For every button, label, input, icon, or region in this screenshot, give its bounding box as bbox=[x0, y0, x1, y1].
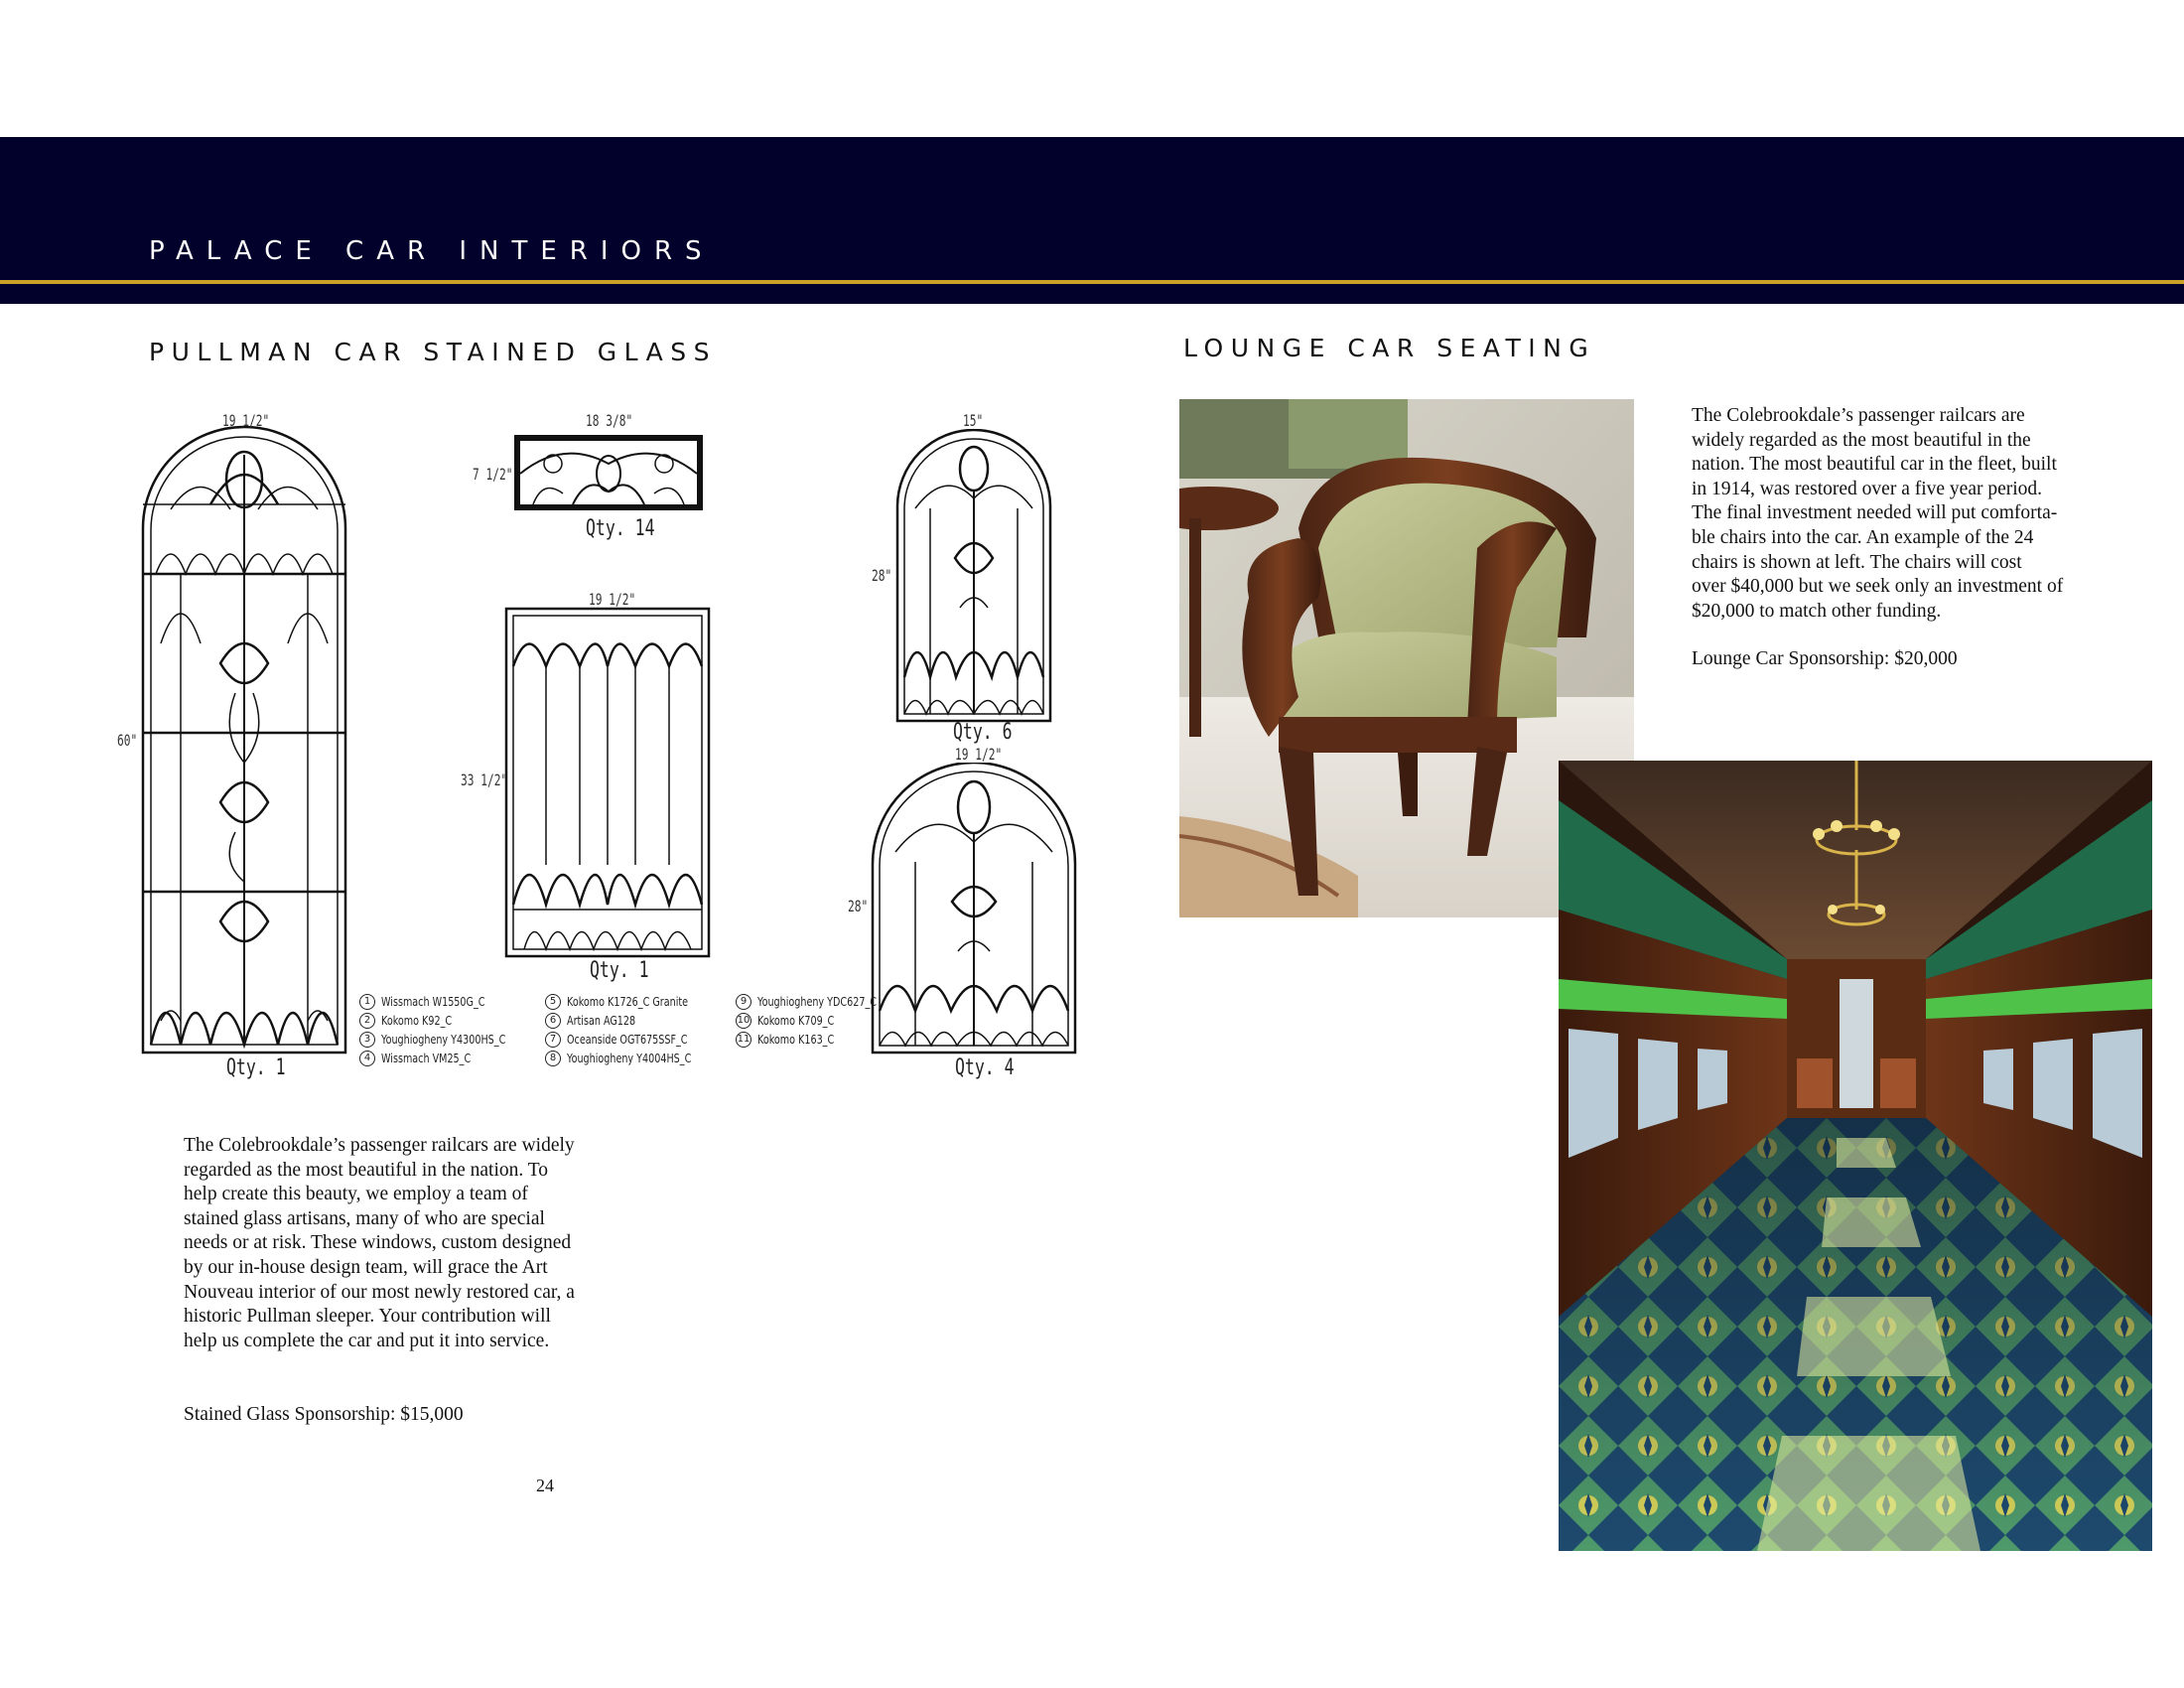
header-banner bbox=[0, 137, 2184, 304]
tall-window-drawing bbox=[141, 425, 347, 1055]
tall-window-width: 19 1/2" bbox=[222, 411, 270, 430]
small-arch-height: 28" bbox=[872, 566, 892, 585]
railcar-interior-photo bbox=[1559, 761, 2152, 1551]
stained-glass-sponsorship: Stained Glass Sponsorship: $15,000 bbox=[184, 1404, 464, 1425]
legend-item: 1 Wissmach W1550G_C bbox=[359, 992, 537, 1011]
transom-qty: Qty. 14 bbox=[586, 516, 655, 541]
lounge-sponsorship: Lounge Car Sponsorship: $20,000 bbox=[1692, 648, 1958, 669]
rect-panel-width: 19 1/2" bbox=[589, 590, 636, 609]
rect-panel-height: 33 1/2" bbox=[461, 771, 508, 789]
legend-item: 10 Kokomo K709_C bbox=[737, 1013, 835, 1028]
wide-arch-height: 28" bbox=[848, 897, 869, 915]
transom-drawing bbox=[513, 434, 704, 511]
rect-panel-drawing bbox=[504, 607, 711, 958]
legend-item: 5 Kokomo K1726_C Granite bbox=[545, 992, 723, 1011]
small-arch-width: 15" bbox=[963, 411, 984, 430]
legend-item: 11 Kokomo K163_C bbox=[737, 1032, 835, 1047]
transom-width: 18 3/8" bbox=[586, 411, 633, 430]
legend-item: 6 Artisan AG128 bbox=[545, 1011, 723, 1030]
legend-item: 7 Oceanside OGT675SSF_C bbox=[545, 1030, 723, 1049]
transom-height: 7 1/2" bbox=[473, 465, 513, 484]
tall-window-height: 60" bbox=[117, 731, 138, 750]
legend-item: 9 Youghiogheny YDC627_C bbox=[736, 992, 906, 1011]
page-number: 24 bbox=[536, 1476, 554, 1495]
small-arch-qty: Qty. 6 bbox=[953, 720, 1013, 745]
lounge-description: The Colebrookdale’s passenger railcars are widely regarded as the most beautiful in the nation. The most beautiful car in the fleet, built in 1914, was restored over a five year period. The final investment needed will put comforta- ble chairs into the car. An example of the 24 chairs is shown at left. The chairs will cost over $40,000 but we seek only an investment of $20,000 to match other funding. bbox=[1692, 405, 2064, 622]
legend-item: 3 Youghiogheny Y4300HS_C bbox=[359, 1030, 537, 1049]
tall-window-qty: Qty. 1 bbox=[226, 1055, 286, 1080]
rect-panel-qty: Qty. 1 bbox=[590, 958, 649, 983]
glass-legend-col-3 bbox=[736, 992, 906, 1049]
legend-item: 8 Youghiogheny Y4004HS_C bbox=[545, 1049, 723, 1067]
page-title: PALACE CAR INTERIORS bbox=[149, 236, 715, 266]
glass-legend-col-2 bbox=[545, 992, 723, 1067]
legend-item: 4 Wissmach VM25_C bbox=[359, 1049, 537, 1067]
stained-glass-title: PULLMAN CAR STAINED GLASS bbox=[149, 338, 718, 366]
header-gold-rule bbox=[0, 280, 2184, 284]
glass-legend-col-1 bbox=[359, 992, 537, 1067]
legend-item: 2 Kokomo K92_C bbox=[359, 1011, 537, 1030]
stained-glass-description: The Colebrookdale’s passenger railcars are widely regarded as the most beautiful in the nation. To help create this beauty, we employ a team of stained glass artisans, many of who are special needs or at risk. These windows, custom designed by our in-house design team, will grace the Art Nouveau interior of our most newly restored car, a historic Pullman sleeper. Your contribution will help us complete the car and put it into service. bbox=[184, 1135, 575, 1351]
wide-arch-width: 19 1/2" bbox=[955, 745, 1003, 764]
lounge-title: LOUNGE CAR SEATING bbox=[1183, 334, 1596, 362]
small-arch-drawing bbox=[895, 429, 1052, 723]
wide-arch-qty: Qty. 4 bbox=[955, 1055, 1015, 1080]
